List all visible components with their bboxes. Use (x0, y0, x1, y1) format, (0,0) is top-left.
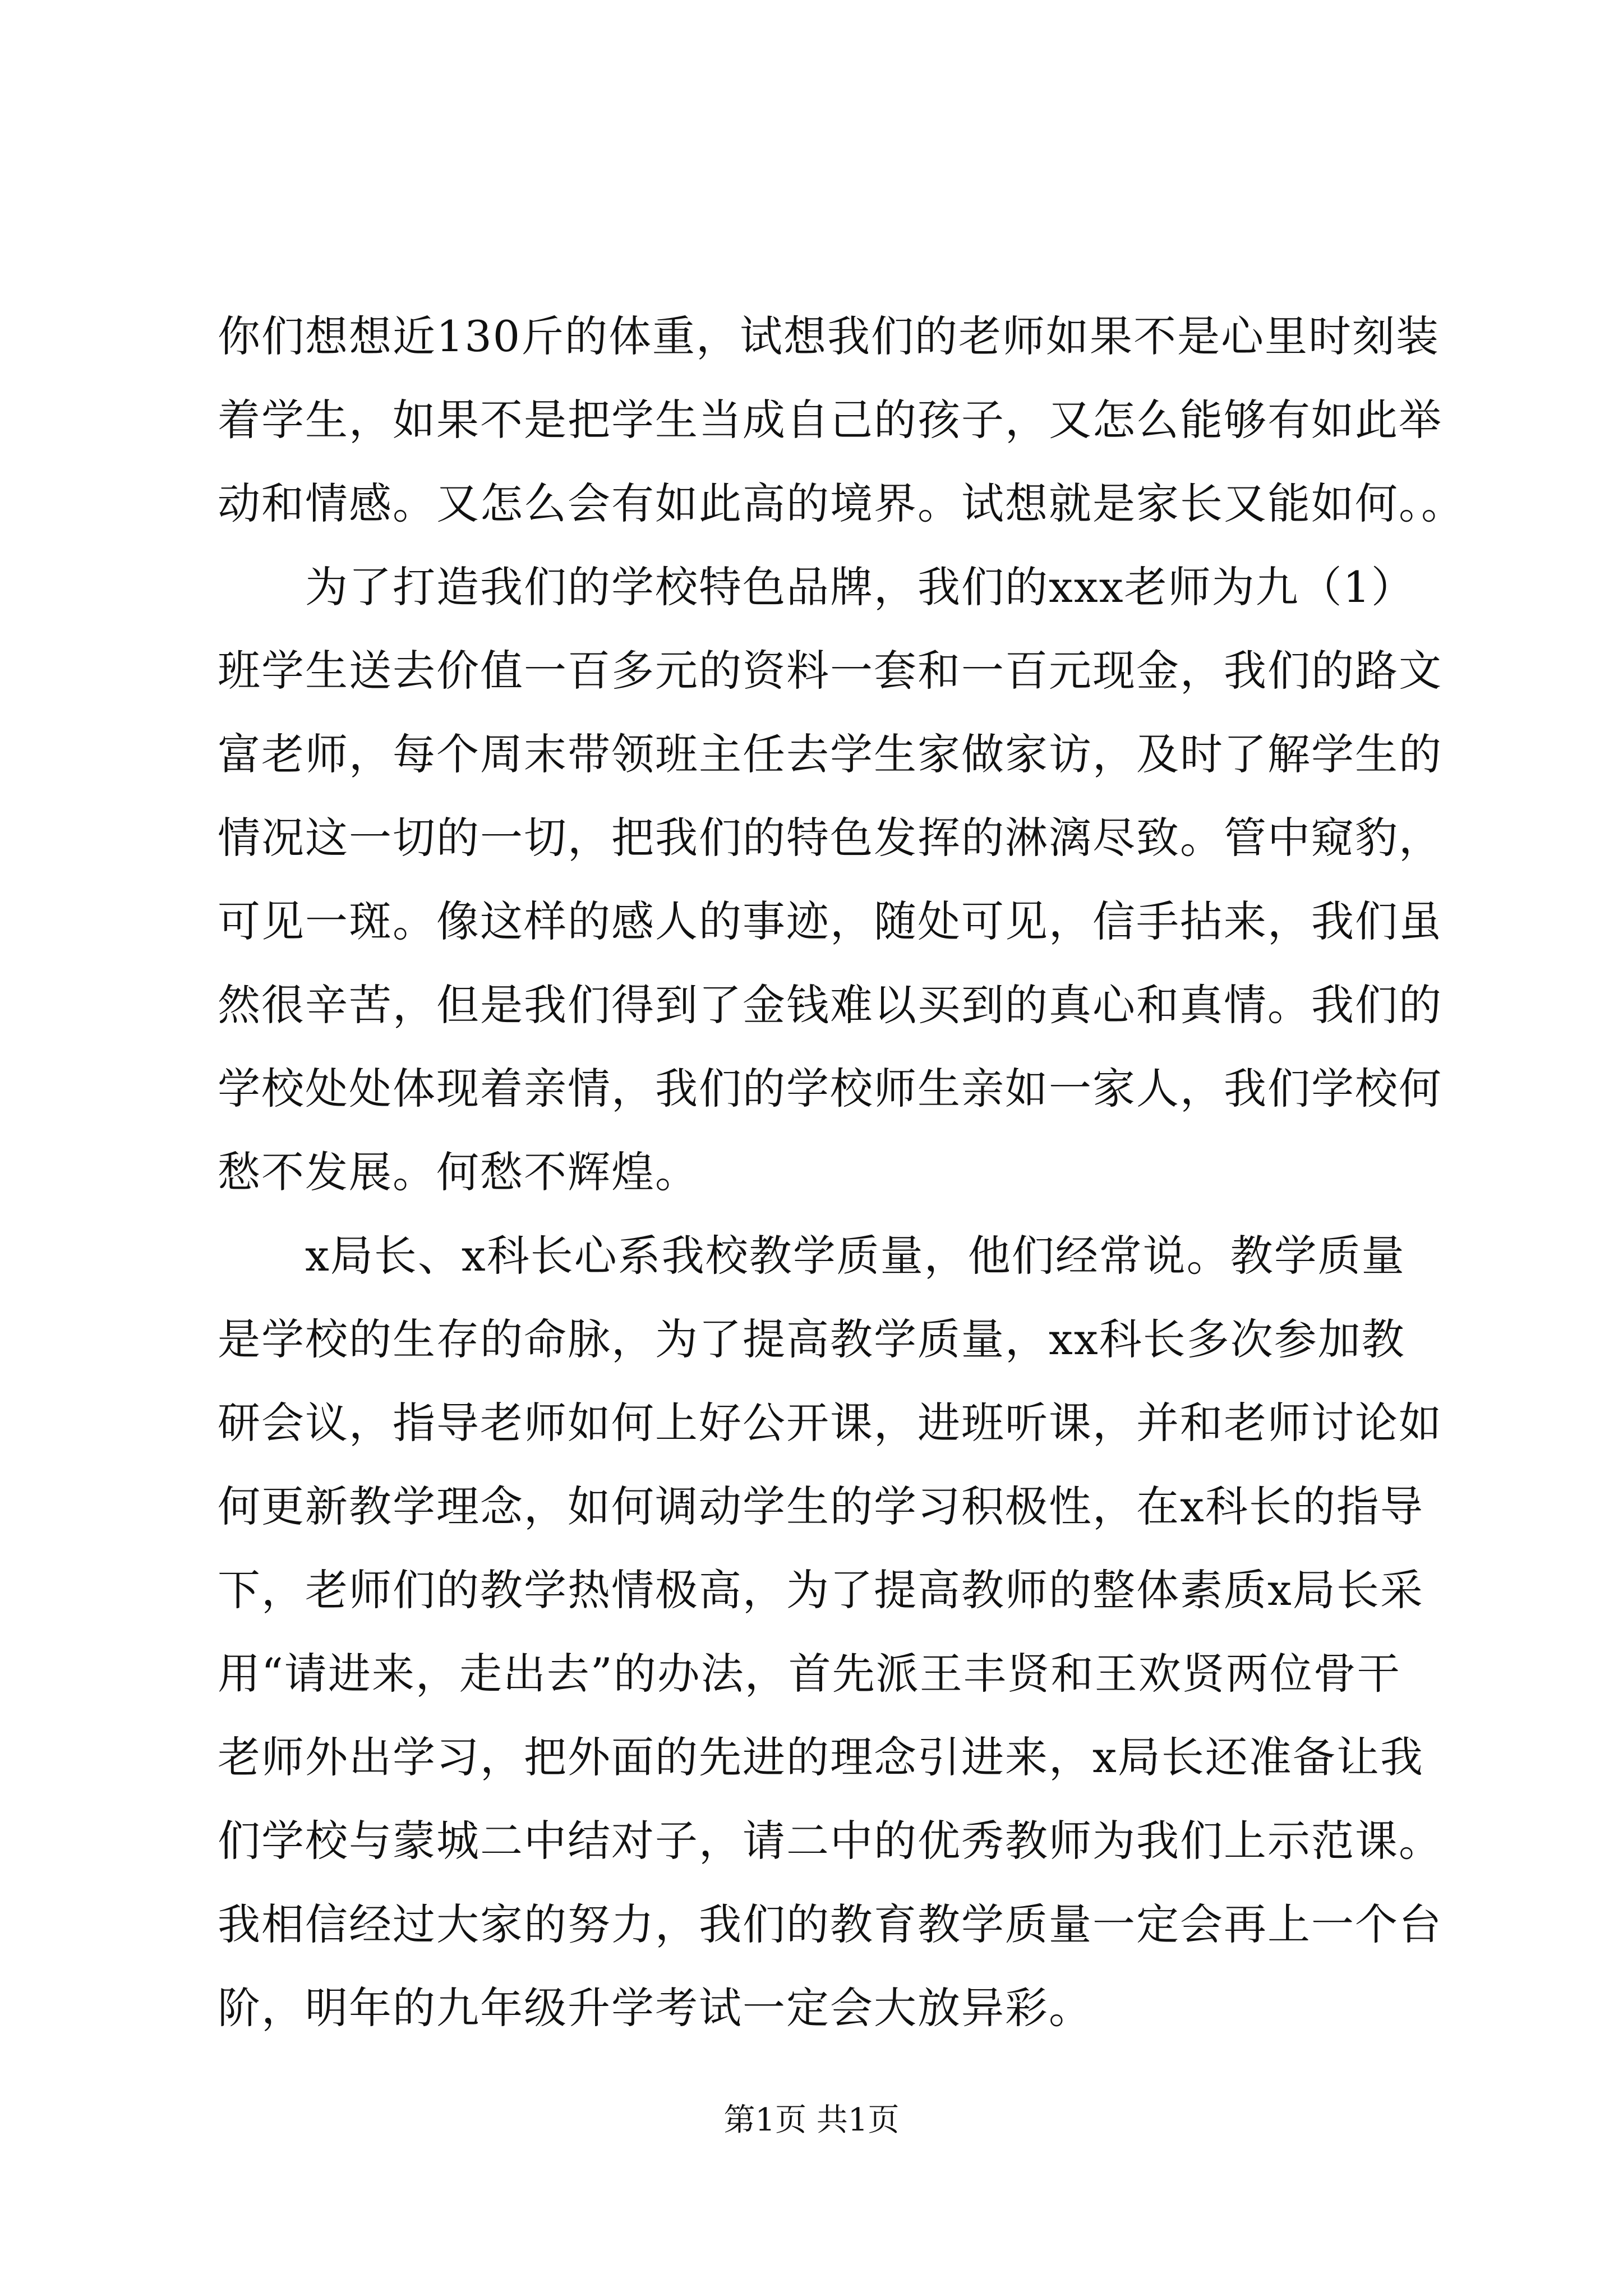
text-line: 学校处处体现着亲情，我们的学校师生亲如一家人，我们学校何 (218, 1064, 1442, 1114)
text-line: 老师外出学习，把外面的先进的理念引进来，x局长还准备让我 (218, 1732, 1424, 1782)
text-line: 何更新教学理念，如何调动学生的学习积极性，在x科长的指导 (218, 1481, 1424, 1531)
text-line: 研会议，指导老师如何上好公开课，进班听课，并和老师讨论如 (218, 1398, 1442, 1448)
text-line: 愁不发展。何愁不辉煌。 (218, 1147, 699, 1197)
text-line: 用“请进来，走出去”的办法，首先派王丰贤和王欢贤两位骨干 (218, 1649, 1401, 1699)
page-number-footer: 第1页 共1页 (723, 2102, 900, 2138)
text-line: 富老师，每个周末带领班主任去学生家做家访，及时了解学生的 (218, 729, 1442, 779)
text-line: 我相信经过大家的努力，我们的教育教学质量一定会再上一个台 (218, 1899, 1442, 1949)
text-line: 然很辛苦，但是我们得到了金钱难以买到的真心和真情。我们的 (218, 980, 1442, 1030)
text-line: 下，老师们的教学热情极高，为了提高教师的整体素质x局长采 (218, 1565, 1424, 1615)
text-line: 可见一斑。像这样的感人的事迹，随处可见，信手拈来，我们虽 (218, 896, 1442, 946)
text-line: 为了打造我们的学校特色品牌，我们的xxx老师为九（1） (218, 562, 1415, 612)
text-line: 情况这一切的一切，把我们的特色发挥的淋漓尽致。管中窥豹， (218, 813, 1442, 863)
text-line: x局长、x科长心系我校教学质量，他们经常说。教学质量 (218, 1231, 1405, 1281)
text-line: 动和情感。又怎么会有如此高的境界。试想就是家长又能如何。。 (218, 478, 1465, 528)
text-line: 是学校的生存的命脉，为了提高教学质量，xx科长多次参加教 (218, 1314, 1405, 1364)
text-line: 班学生送去价值一百多元的资料一套和一百元现金，我们的路文 (218, 646, 1442, 696)
text-line: 你们想想近130斤的体重，试想我们的老师如果不是心里时刻装 (218, 311, 1440, 361)
text-line: 着学生，如果不是把学生当成自己的孩子，又怎么能够有如此举 (218, 395, 1442, 445)
document-body (218, 295, 1465, 2050)
text-line: 阶，明年的九年级升学考试一定会大放异彩。 (218, 1983, 1092, 2033)
text-line: 们学校与蒙城二中结对子，请二中的优秀教师为我们上示范课。 (218, 1816, 1442, 1866)
